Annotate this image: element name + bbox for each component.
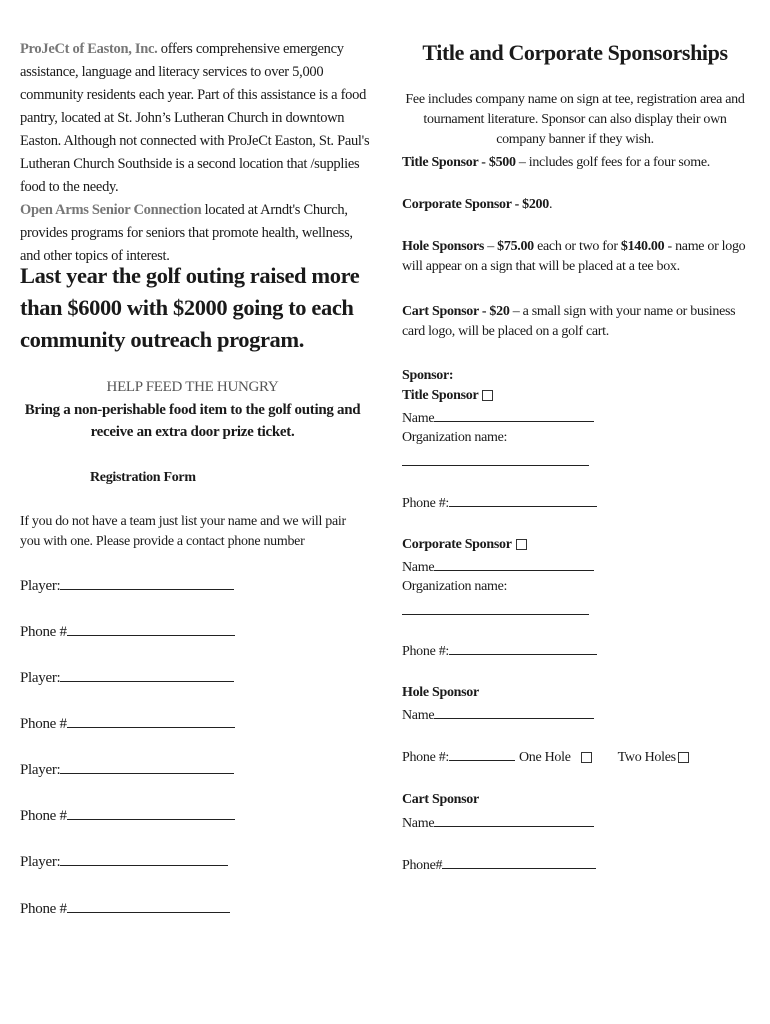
phone-field-4[interactable]: [20, 898, 230, 920]
sponsor-heading: Sponsor:: [402, 368, 454, 383]
phone-line[interactable]: [449, 492, 597, 507]
corporate-sponsor-price: Corporate Sponsor - $200: [402, 197, 549, 212]
corporate-phone-field[interactable]: [402, 640, 597, 662]
corporate-sponsor-checkbox[interactable]: [516, 539, 527, 550]
phone-label: Phone #: [20, 901, 67, 917]
name-line[interactable]: [434, 812, 594, 827]
corporate-org-label: Organization name:: [402, 579, 508, 594]
phone-line[interactable]: [67, 898, 230, 913]
corporate-org-line[interactable]: [402, 600, 589, 615]
org2-name: Open Arms Senior Connection: [20, 202, 202, 218]
hunger-text: Bring a non-perishable food item to the golf outing and receive an extra door prize ticket.: [24, 402, 361, 440]
phone-field-1[interactable]: [20, 621, 235, 643]
cart-sponsor-info: [402, 302, 752, 342]
phone-label: Phone #:: [402, 644, 449, 659]
player-line[interactable]: [60, 851, 228, 866]
cart-phone-field[interactable]: [402, 854, 596, 876]
phone-line[interactable]: [67, 621, 235, 636]
phone-field-2[interactable]: [20, 713, 235, 735]
hole-name-field[interactable]: [402, 704, 594, 726]
player-field-2[interactable]: [20, 667, 234, 689]
title-org-label: Organization name:: [402, 430, 508, 445]
name-label: Name: [402, 560, 435, 575]
hole-sponsor-price-two: $140.00: [620, 239, 665, 254]
title-sponsor-checkbox[interactable]: [482, 390, 493, 401]
corporate-name-field[interactable]: [402, 556, 594, 578]
corporate-sponsor-desc: .: [548, 197, 553, 212]
title-org-line[interactable]: [402, 451, 589, 466]
hole-sponsor-desc: - name or logo will appear on a sign that will be placed at a tee box.: [402, 239, 746, 274]
org1-text: offers comprehensive emergency assistance, language and literacy services to over 5,000 community residents each year. Part of this assistance is a food pantry, located at St. John’s Lutheran Church in downtown Easton. Although not connected with ProJeCt Easton, St. Paul's Lutheran Church Southside is a second location that /supplies food to the needy.: [20, 41, 370, 195]
corporate-sponsor-option[interactable]: [402, 535, 527, 555]
cart-sponsor-price: Cart Sponsor - $20: [402, 304, 510, 319]
title-name-field[interactable]: [402, 407, 594, 429]
player-label: Player:: [20, 578, 61, 594]
cart-name-field[interactable]: [402, 812, 594, 834]
phone-label: Phone #: [20, 808, 67, 824]
org1-name: ProJeCt of Easton, Inc.: [20, 41, 158, 57]
registration-title: Registration Form: [90, 470, 196, 485]
phone-field-3[interactable]: [20, 805, 235, 827]
headline: Last year the golf outing raised more than $6000 with $2000 going to each community outreach program.: [20, 263, 360, 352]
name-label: Name: [402, 411, 435, 426]
player-line[interactable]: [60, 759, 234, 774]
phone-line[interactable]: [67, 713, 235, 728]
phone-label: Phone #:: [402, 750, 449, 765]
phone-label: Phone #:: [402, 496, 449, 511]
player-line[interactable]: [60, 667, 234, 682]
player-label: Player:: [20, 854, 61, 870]
player-field-1[interactable]: [20, 575, 234, 597]
player-label: Player:: [20, 762, 61, 778]
name-line[interactable]: [434, 407, 594, 422]
player-field-4[interactable]: [20, 851, 228, 873]
hole-sponsor-info: [402, 237, 752, 277]
title-sponsor-desc: – includes golf fees for a four some.: [515, 155, 710, 170]
hole-sponsor-heading: Hole Sponsor: [402, 685, 479, 700]
name-label: Name: [402, 708, 435, 723]
two-holes-checkbox[interactable]: [678, 752, 689, 763]
corporate-sponsor-label: Corporate Sponsor: [402, 537, 512, 552]
hole-sponsor-name: Hole Sponsors: [402, 239, 485, 254]
phone-label: Phone #: [20, 716, 67, 732]
org2-text: located at Arndt's Church, provides programs for seniors that promote health, wellness, and other topics of interest.: [20, 202, 353, 264]
hunger-heading: HELP FEED THE HUNGRY: [106, 379, 279, 395]
name-line[interactable]: [434, 556, 594, 571]
cart-sponsor-desc: – a small sign with your name or business card logo, will be placed on a golf cart.: [402, 304, 736, 339]
hole-sponsor-dash: –: [484, 239, 498, 254]
hole-phone-field[interactable]: [402, 746, 752, 768]
phone-line[interactable]: [449, 640, 597, 655]
phone-label: Phone#: [402, 858, 443, 873]
two-holes-label: Two Holes: [617, 750, 676, 765]
title-phone-field[interactable]: [402, 492, 597, 514]
registration-note: If you do not have a team just list your name and we will pair you with one. Please provide a contact phone number: [20, 514, 346, 549]
title-sponsor-label: Title Sponsor: [402, 388, 479, 403]
name-line[interactable]: [434, 704, 594, 719]
intro-paragraph: [20, 38, 370, 268]
hole-sponsor-mid: each or two for: [533, 239, 621, 254]
title-sponsor-info: [402, 153, 752, 173]
title-sponsor-option[interactable]: [402, 386, 493, 406]
corporate-sponsor-info: [402, 195, 752, 215]
one-hole-checkbox[interactable]: [581, 752, 592, 763]
player-line[interactable]: [60, 575, 234, 590]
phone-line[interactable]: [67, 805, 235, 820]
hole-sponsor-price-one: $75.00: [497, 239, 534, 254]
player-label: Player:: [20, 670, 61, 686]
sponsorship-title: Title and Corporate Sponsorships: [422, 40, 728, 65]
fee-note: Fee includes company name on sign at tee, registration area and tournament literature. Sponsor can also display their own company banner if they wish.: [405, 92, 745, 147]
phone-line[interactable]: [442, 854, 596, 869]
phone-line[interactable]: [449, 746, 515, 761]
player-field-3[interactable]: [20, 759, 234, 781]
cart-sponsor-heading: Cart Sponsor: [402, 792, 479, 807]
title-sponsor-price: Title Sponsor - $500: [402, 155, 516, 170]
one-hole-label: One Hole: [519, 750, 571, 765]
name-label: Name: [402, 816, 435, 831]
phone-label: Phone #: [20, 624, 67, 640]
